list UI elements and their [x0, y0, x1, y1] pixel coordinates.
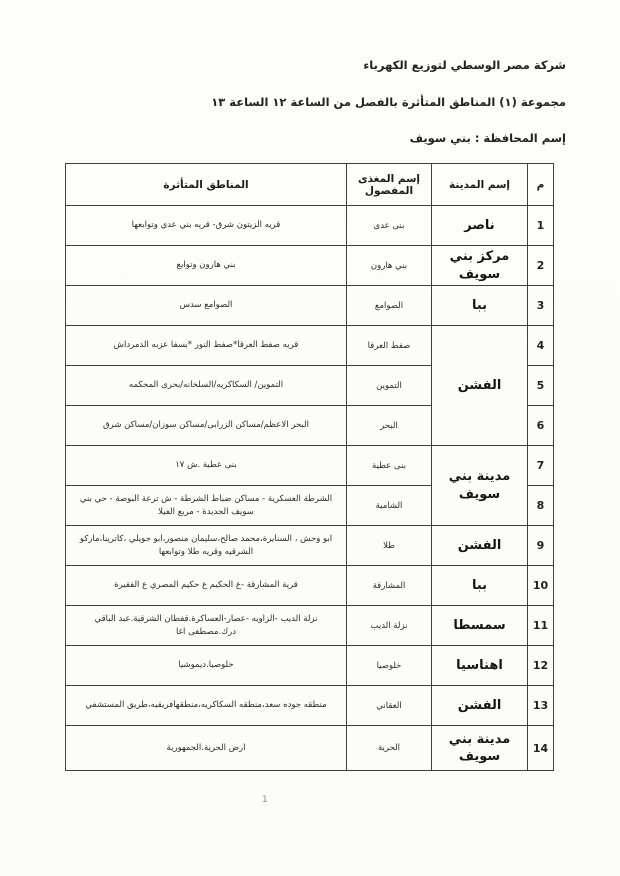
feeder-cell: العقاني [347, 686, 432, 726]
areas-cell: الشرطة العسكرية - مساكن ضباط الشرطة - ش ترعة البوصة - حي بني سويف الجديدة - مربع الفيلا [66, 486, 347, 526]
feeder-cell: البحر [347, 406, 432, 446]
row-serial: 10 [528, 566, 554, 606]
city-cell: ببا [432, 566, 528, 606]
table-row [66, 246, 554, 286]
row-serial: 3 [528, 286, 554, 326]
feeder-cell: بني هارون [347, 246, 432, 286]
col-header-areas: المناطق المتأثرة [66, 164, 347, 206]
feeder-cell: طلا [347, 526, 432, 566]
areas-cell: قريه صفط العرقا*صفط النور *بسفا عزبه الدمرداش [66, 326, 347, 366]
row-serial: 12 [528, 646, 554, 686]
city-cell: سمسطا [432, 606, 528, 646]
city-cell: اهناسيا [432, 646, 528, 686]
row-serial: 2 [528, 246, 554, 286]
feeder-cell: الصوامع [347, 286, 432, 326]
table-row [66, 286, 554, 326]
row-serial: 7 [528, 446, 554, 486]
table-row [66, 646, 554, 686]
areas-cell: بنى عطية .ش ١٧ [66, 446, 347, 486]
areas-cell: خلوصيا.ديموشيا [66, 646, 347, 686]
feeder-cell: نزلة الديب [347, 606, 432, 646]
city-cell: مركز بني سويف [432, 246, 528, 286]
row-serial: 13 [528, 686, 554, 726]
table-row [66, 206, 554, 246]
table-row [66, 326, 554, 366]
city-cell: الفشن [432, 526, 528, 566]
group-title: مجموعة (١) المناطق المتأثرة بالفصل من الساعة ١٢ الساعة ١٣ [211, 95, 566, 109]
company-name: شركة مصر الوسطي لتوزيع الكهرباء [363, 58, 566, 72]
feeder-cell: التموين [347, 366, 432, 406]
row-serial: 11 [528, 606, 554, 646]
areas-cell: بني هارون وتوابع [66, 246, 347, 286]
table-header-row [66, 164, 554, 206]
row-serial: 8 [528, 486, 554, 526]
table-row [66, 726, 554, 771]
city-cell-merged: مدينة بني سويف [432, 446, 528, 526]
areas-cell: الصوامع سدس [66, 286, 347, 326]
col-header-city: إسم المدينة [432, 164, 528, 206]
table-row [66, 686, 554, 726]
row-serial: 5 [528, 366, 554, 406]
feeder-cell: صفط العرقا [347, 326, 432, 366]
governorate-label: إسم المحافظة : بني سويف [409, 131, 566, 145]
city-cell: مدينة بني سويف [432, 726, 528, 771]
row-serial: 6 [528, 406, 554, 446]
areas-cell: قريه الزيتون شرق- قريه بني عدي وتوابعها [66, 206, 347, 246]
affected-areas-table [65, 163, 554, 771]
table-row [66, 606, 554, 646]
feeder-cell: الحرية [347, 726, 432, 771]
row-serial: 9 [528, 526, 554, 566]
areas-cell: البحر الاعظم/مساكن الزرابى/مساكن سوزان/مساكن شرق [66, 406, 347, 446]
feeder-cell: خلوصيا [347, 646, 432, 686]
table-row [66, 446, 554, 486]
city-cell-merged: الفشن [432, 326, 528, 446]
row-serial: 4 [528, 326, 554, 366]
areas-cell: ابو وحش ، السنايرة،محمد صالح،سليمان منصور،ابو جويلي ،كاترينا،ماركو الشرقيه وقريه طلا وتوابعها [66, 526, 347, 566]
areas-cell: نزلة الديب -الزاويه -عصار-العساكرة.قفطان الشرقية.عبد الباقي درك.مصطفى اغا [66, 606, 347, 646]
areas-cell: منطقه جوده سعد،منطقه السكاكريه،منطقهافريقيه،طريق المستشفي [66, 686, 347, 726]
city-cell: ببا [432, 286, 528, 326]
areas-cell: قرية المشارقة -ع الحكيم ع حكيم المصري ع الفقيرة [66, 566, 347, 606]
col-header-feeder: إسم المغذى المفصول [347, 164, 432, 206]
table-row [66, 566, 554, 606]
areas-cell: ارض الحرية.الجمهورية [66, 726, 347, 771]
table-row [66, 526, 554, 566]
row-serial: 14 [528, 726, 554, 771]
col-header-serial: م [528, 164, 554, 206]
row-serial: 1 [528, 206, 554, 246]
feeder-cell: بنى عطية [347, 446, 432, 486]
city-cell: الفشن [432, 686, 528, 726]
city-cell: ناصر [432, 206, 528, 246]
feeder-cell: المشارقة [347, 566, 432, 606]
feeder-cell: الشامية [347, 486, 432, 526]
areas-cell: التموين/ السكاكريه/السلخانه/بحرى المحكمه [66, 366, 347, 406]
feeder-cell: بنى عدى [347, 206, 432, 246]
page-number: 1 [262, 795, 268, 805]
